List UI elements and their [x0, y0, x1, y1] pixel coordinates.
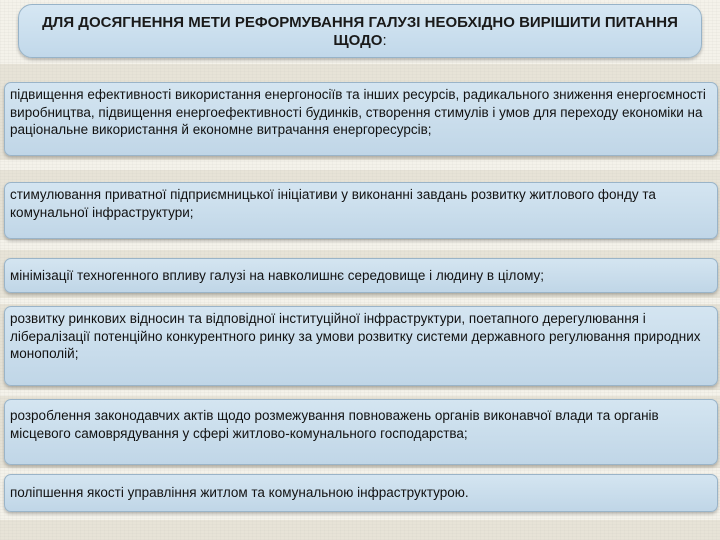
list-item	[4, 82, 718, 156]
list-item	[4, 306, 718, 386]
title-box	[18, 4, 702, 58]
list-item-text: розроблення законодавчих актів щодо розмежування повноважень органів виконавчої влади та органів місцевого самоврядування у сфері житлово-комунального господарства;	[10, 408, 659, 441]
background-band	[0, 520, 720, 540]
list-item	[4, 182, 718, 239]
list-item-text: підвищення ефективності використання енергоносіїв та інших ресурсів, радикального зниження енергоємності виробництва, підвищення енергоефективності будинків, створення стимулів і умов для переходу економіки на раціональне використання й економне витрачання енергоресурсів;	[10, 87, 706, 137]
title-colon: :	[382, 32, 387, 49]
list-item	[4, 399, 718, 465]
list-item	[4, 258, 718, 293]
list-item-text: стимулювання приватної підприємницької ініціативи у виконанні завдань розвитку житлового фонду та комунальної інфраструктури;	[10, 187, 656, 220]
list-item-text: мінімізації техногенного впливу галузі на навколишнє середовище і людину в цілому;	[10, 268, 545, 283]
title-main-text: ДЛЯ ДОСЯГНЕННЯ МЕТИ РЕФОРМУВАННЯ ГАЛУЗІ НЕОБХІДНО ВИРІШИТИ ПИТАННЯ ЩОДО	[42, 14, 678, 49]
list-item-text: розвитку ринкових відносин та відповідної інституційної інфраструктури, поетапного дерегулювання і лібералізації потенційно конкурентного ринку за умови розвитку системи державного регулювання природних монополій;	[10, 311, 701, 361]
page-title	[29, 14, 691, 50]
list-item-text: поліпшення якості управління житлом та комунальною інфраструктурою.	[10, 485, 469, 500]
list-item	[4, 474, 718, 512]
